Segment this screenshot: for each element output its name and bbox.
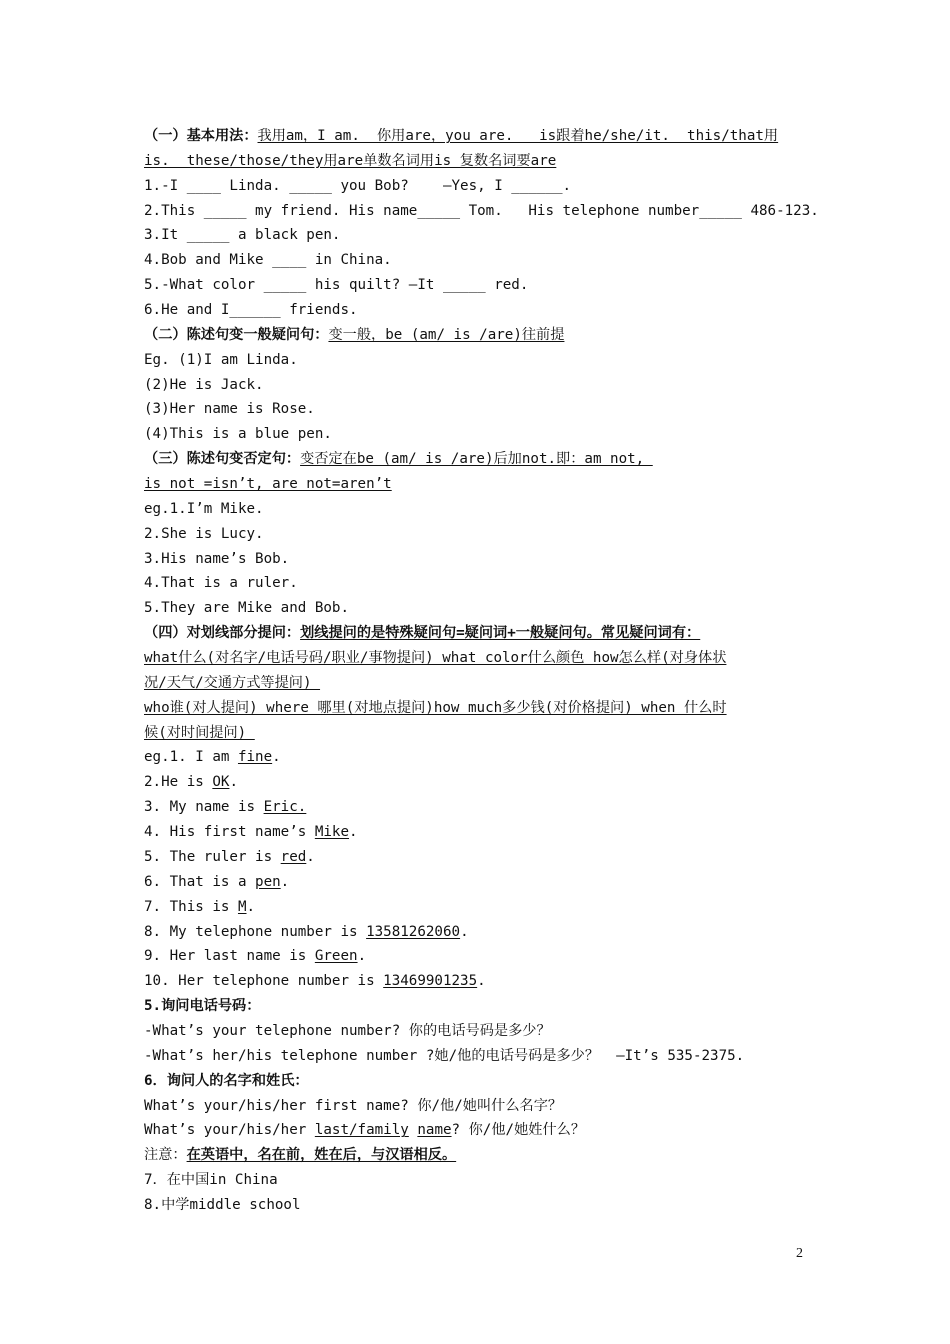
exercise-item: 3.His name’s Bob. <box>144 550 290 567</box>
item-text: 6. That is a <box>144 873 256 890</box>
exercise-item <box>144 770 814 795</box>
item-text: . <box>229 774 238 791</box>
item-text: . <box>477 973 486 990</box>
question-words-line <box>144 721 814 746</box>
section2-rule: 变一般，be (am/ is /are)往前提 <box>328 326 565 343</box>
note-label: 注意： <box>144 1147 187 1164</box>
underlined-answer: 13581262060 <box>366 923 461 940</box>
underlined-answer: Mike <box>314 824 350 841</box>
question-words-text: 况/天气/交通方式等提问) <box>144 674 321 691</box>
exercise-item: 6.He and I______ friends. <box>144 302 358 319</box>
question-words-line <box>144 696 814 721</box>
exercise-item: 2.This _____ my friend. His name_____ Tom. His telephone number_____ 486-123. <box>144 202 819 219</box>
phone-question-line: -What’s her/his telephone number ?她/他的电话号码是多少？ —It’s 535-2375. <box>144 1047 745 1064</box>
section3-rule-line1: 变否定在be (am/ is /are)后加not.即：am not, <box>300 451 653 468</box>
exercise-item: (4)This is a blue pen. <box>144 426 332 443</box>
section3-heading: （三）陈述句变否定句： <box>144 451 301 468</box>
section3-rule-line2: is not =isn’t, are not=aren’t <box>144 476 392 493</box>
exercise-item <box>144 895 814 920</box>
section4-rule: 划线提问的是特殊疑问句=疑问词+一般疑问句。常见疑问词有： <box>300 625 701 642</box>
item-text: 10. Her telephone number is <box>144 973 384 990</box>
item-text: 2.He is <box>144 774 213 791</box>
item-text: . <box>357 948 367 965</box>
underlined-answer: Eric. <box>263 799 307 816</box>
section1-rule-line1: 我用am，I am. 你用are，you are. is跟着he/she/it. this/that用 <box>257 128 779 144</box>
underlined-answer: OK <box>212 774 230 791</box>
item-text: . <box>306 848 315 865</box>
phone-question-line: -What’s your telephone number? 你的电话号码是多少？ <box>144 1022 551 1039</box>
question-words-text: what什么(对名字/电话号码/职业/事物提问) what color什么颜色 how怎么样(对身体状 <box>144 650 727 667</box>
exercise-item <box>144 870 814 895</box>
section5-heading: 5.询问电话号码： <box>144 998 261 1015</box>
item-text: What’s your/his/her <box>144 1122 315 1139</box>
note-line <box>144 1143 814 1168</box>
exercise-item: eg.1.I’m Mike. <box>144 500 264 517</box>
item-text: eg.1. I am <box>144 749 238 766</box>
name-question-line: What’s your/his/her first name? 你/他/她叫什么名字？ <box>144 1097 563 1114</box>
item-text: 4. His first name’s <box>144 824 315 841</box>
question-words-text: 候(对时间提问) <box>144 724 255 741</box>
item-text: ? 你/他/她姓什么？ <box>451 1122 586 1139</box>
question-words-line <box>144 671 814 696</box>
question-words-line <box>144 646 814 671</box>
underlined-answer: fine <box>237 749 273 766</box>
underlined-answer: Green <box>314 948 358 965</box>
item-text: . <box>246 898 256 915</box>
exercise-item: 3.It _____ a black pen. <box>144 227 341 244</box>
exercise-item <box>144 820 814 845</box>
section3-line2 <box>144 472 814 497</box>
phrase-line: 7．在中国in China <box>144 1172 278 1189</box>
underlined-answer: M <box>237 898 247 915</box>
exercise-item <box>144 795 814 820</box>
exercise-item <box>144 969 814 994</box>
section4-line1 <box>144 621 814 646</box>
item-text: 8. My telephone number is <box>144 923 367 940</box>
exercise-item <box>144 845 814 870</box>
exercise-item <box>144 745 814 770</box>
phrase-line: 8.中学middle school <box>144 1196 301 1213</box>
section1-rule-line2: is. these/those/they用are单数名词用is 复数名词要are <box>144 152 557 169</box>
item-text: . <box>280 873 290 890</box>
page-number: 2 <box>796 1246 803 1261</box>
underlined-word: name <box>417 1122 452 1139</box>
underlined-word: last/family <box>314 1122 409 1139</box>
underlined-answer: pen <box>255 873 281 890</box>
exercise-item: 5.They are Mike and Bob. <box>144 600 349 617</box>
exercise-item: 4.That is a ruler. <box>144 575 298 592</box>
section2-line1 <box>144 323 814 348</box>
item-text: . <box>460 923 469 940</box>
exercise-item <box>144 944 814 969</box>
item-text: 3. My name is <box>144 799 264 816</box>
exercise-item: 1.-I ____ Linda. _____ you Bob? –Yes, I ______. <box>144 177 572 194</box>
section6-heading: 6．询问人的名字和姓氏： <box>144 1072 309 1089</box>
section1-heading: （一）基本用法： <box>144 128 258 144</box>
section1-line2 <box>144 149 814 174</box>
exercise-item <box>144 920 814 945</box>
page-content <box>144 124 819 1218</box>
item-text: . <box>349 824 358 841</box>
item-text: 5. The ruler is <box>144 848 281 865</box>
question-words-text: who谁(对人提问) where 哪里(对地点提问)how much多少钱(对价格提问) when 什么时 <box>144 699 727 716</box>
name-question-line <box>144 1118 814 1143</box>
section1-line1 <box>144 124 814 149</box>
note-text: 在英语中，名在前，姓在后，与汉语相反。 <box>186 1147 457 1164</box>
exercise-item: 2.She is Lucy. <box>144 525 264 542</box>
section3-line1 <box>144 447 814 472</box>
exercise-item: 5.-What color _____ his quilt? –It _____ red. <box>144 277 529 294</box>
underlined-answer: 13469901235 <box>383 973 478 990</box>
section2-heading: （二）陈述句变一般疑问句： <box>144 326 329 343</box>
item-text: 7. This is <box>144 898 238 915</box>
exercise-item: (2)He is Jack. <box>144 376 264 393</box>
exercise-item: 4.Bob and Mike ____ in China. <box>144 252 392 269</box>
underlined-answer: red <box>280 848 307 865</box>
exercise-item: Eg. (1)I am Linda. <box>144 351 298 368</box>
item-text: . <box>272 749 281 766</box>
exercise-item: (3)Her name is Rose. <box>144 401 315 418</box>
item-text: 9. Her last name is <box>144 948 315 965</box>
section4-heading: （四）对划线部分提问： <box>144 625 301 642</box>
